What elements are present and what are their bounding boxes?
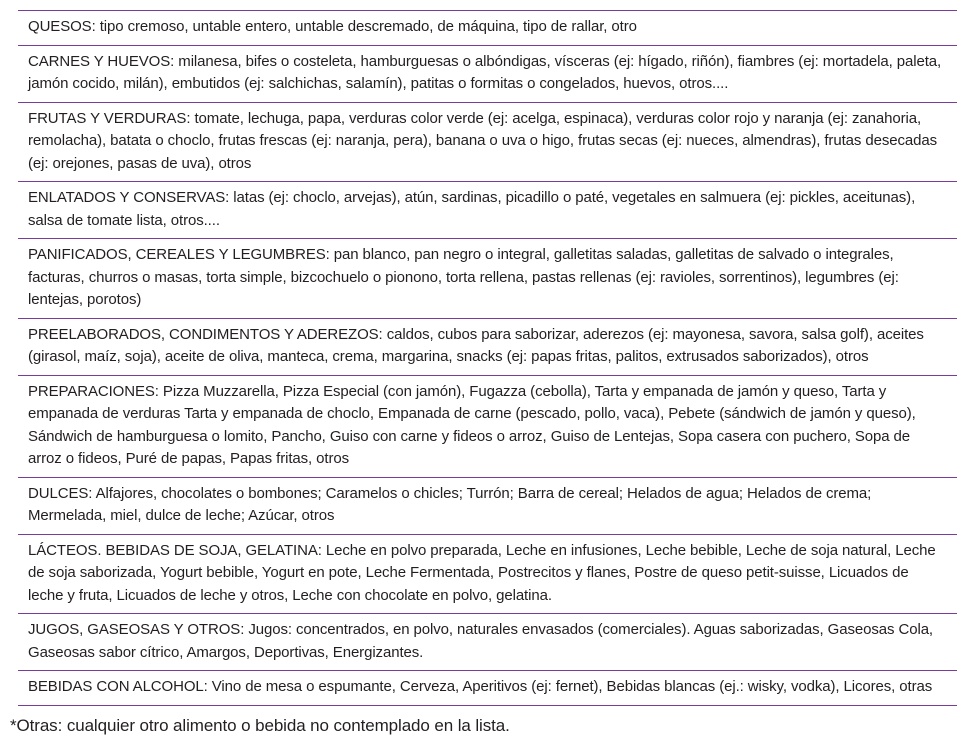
table-row [18,10,957,45]
row-items: Alfajores, chocolates o bombones; Caramelos o chicles; Turrón; Barra de cereal; Helados de agua; Helados de crema; Mermelada, miel, dulce de leche; Azúcar, otros [28,484,872,524]
row-category: JUGOS, GASEOSAS Y OTROS: [28,621,249,638]
row-category: PANIFICADOS, CEREALES Y LEGUMBRES: [28,246,334,263]
table-row [18,318,957,375]
row-items: milanesa, bifes o costeleta, hamburguesas o albóndigas, vísceras (ej: hígado, riñón), fiambres (ej: mortadela, paleta, jamón cocido, milán), embutidos (ej: salchichas, salamín), patitas o formitas o congelados, huevos, otros.... [28,52,942,92]
row-category: DULCES: [28,484,96,502]
table-row [18,102,957,182]
row-items: pan blanco, pan negro o integral, galletitas saladas, galletitas de salvado o integrales, facturas, churros o masas, torta simple, bizcochuelo o pionono, torta rellena, pastas rellenas (ej: ravioles, sorrentinos), legumbres (ej: lentejas, porotos) [28,246,899,308]
table-row [18,375,957,477]
row-items: tipo cremoso, untable entero, untable descremado, de máquina, tipo de rallar, otro [99,18,637,35]
table-row [18,238,957,318]
food-category-table [18,10,957,706]
row-category: BEBIDAS CON ALCOHOL: [28,678,212,695]
table-row [18,670,957,705]
row-items: tomate, lechuga, papa, verduras color verde (ej: acelga, espinaca), verduras color rojo y naranja (ej: zanahoria, remolacha), batata o choclo, frutas frescas (ej: naranja, pera), banana o uva o higo, frutas secas (ej: nueces, almendras), frutas desecadas (ej: orejones, pasas de uva), otros [28,109,937,172]
row-items: Leche en polvo preparada, Leche en infusiones, Leche bebible, Leche de soja natural, Leche de soja saborizada, Yogurt bebible, Yogurt en pote, Leche Fermentada, Postrecitos y flanes, Postre de queso petit-suisse, Licuados de leche y fruta, Licuados de leche y otros, Leche con chocolate en polvo, gelatina. [28,541,936,604]
table-row [18,534,957,614]
row-category: LÁCTEOS. BEBIDAS DE SOJA, GELATINA: [28,541,326,559]
row-items: Jugos: concentrados, en polvo, naturales envasados (comerciales). Aguas saborizadas, Gaseosas Cola, Gaseosas sabor cítrico, Amargos, Deportivas, Energizantes. [28,621,934,661]
table-row [18,477,957,534]
table-row [18,613,957,670]
row-category: QUESOS: [28,18,100,35]
row-category: PREELABORADOS, CONDIMENTOS Y ADEREZOS: [28,325,387,343]
row-category: PREPARACIONES: [28,382,163,400]
row-items: Vino de mesa o espumante, Cerveza, Aperitivos (ej: fernet), Bebidas blancas (ej.: wisky, vodka), Licores, otras [211,678,933,695]
row-items: Pizza Muzzarella, Pizza Especial (con jamón), Fugazza (cebolla), Tarta y empanada de jamón y queso, Tarta y empanada de verduras Tarta y empanada de choclo, Empanada de carne (pescado, pollo, vaca), Pebete (sándwich de jamón y queso), Sándwich de hamburguesa o lomito, Pancho, Guiso con carne y fideos o arroz, Guiso de Lentejas, Sopa casera con puchero, Sopa de arroz o fideos, Puré de papas, Papas fritas, otros [28,382,916,467]
row-category: FRUTAS Y VERDURAS: [28,109,195,127]
footnote: *Otras: cualquier otro alimento o bebida no contemplado en la lista. [10,715,510,735]
row-category: ENLATADOS Y CONSERVAS: [28,189,234,206]
row-items: latas (ej: choclo, arvejas), atún, sardinas, picadillo o paté, vegetales en salmuera (ej: pickles, aceitunas), salsa de tomate lista, otros.... [28,189,916,229]
row-items: caldos, cubos para saborizar, aderezos (ej: mayonesa, savora, salsa golf), aceites (girasol, maíz, soja), aceite de oliva, manteca, crema, margarina, snacks (ej: papas fritas, palitos, extrusados saborizados), otros [28,325,924,365]
row-category: CARNES Y HUEVOS: [28,52,179,70]
table-row [18,181,957,238]
table-row [18,45,957,102]
